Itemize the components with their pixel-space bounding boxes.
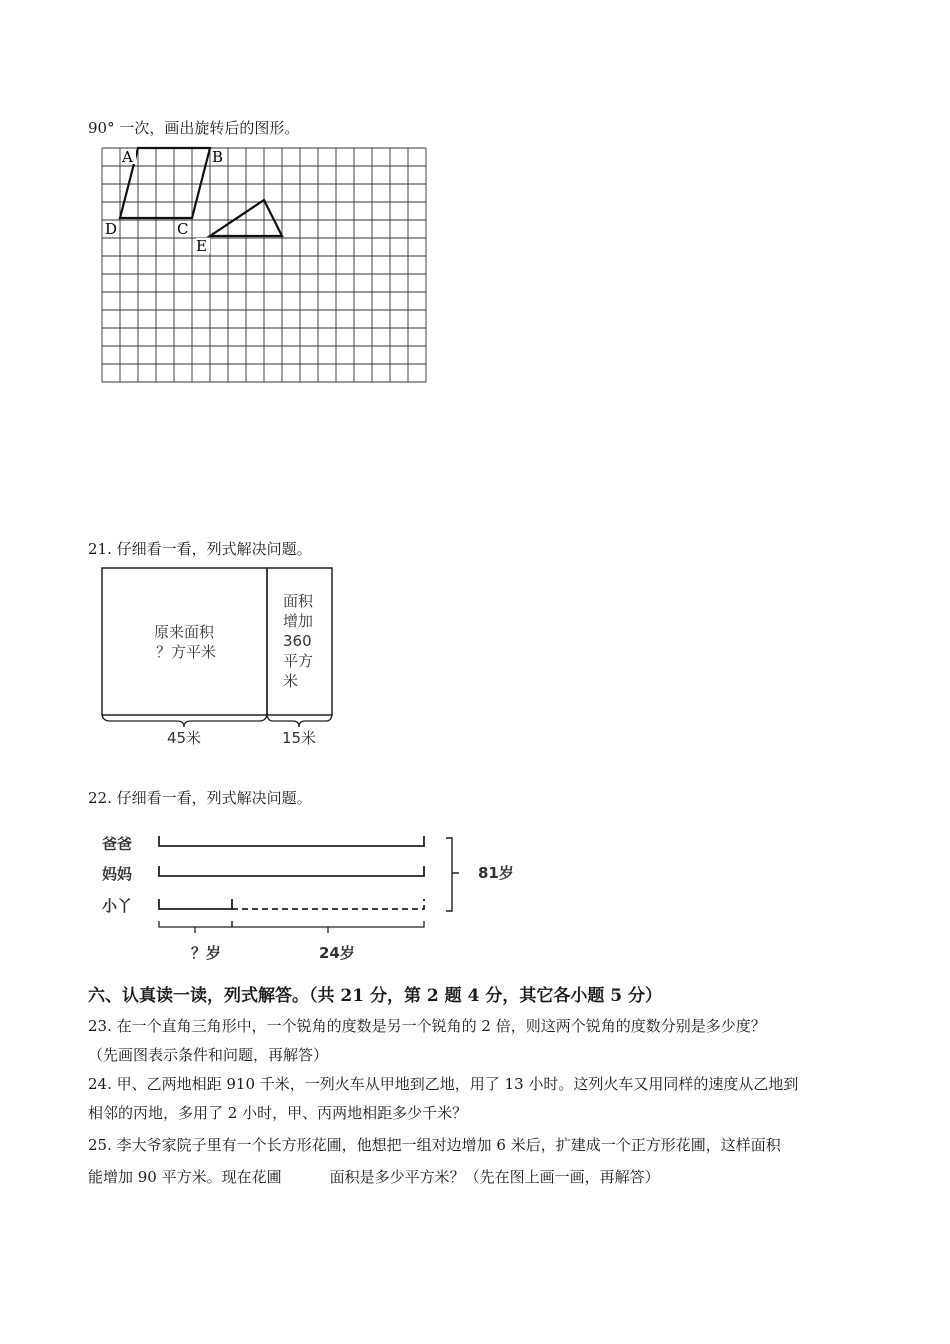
q25-line-2b: 面积是多少平方米？（先在图上画一画，再解答） xyxy=(329,1168,660,1186)
section-6-heading: 六、认真读一读，列式解答。（共 21 分，第 2 题 4 分，其它各小题 5 分） xyxy=(88,986,662,1006)
rotation-grid-figure xyxy=(95,144,435,386)
increase-line-1: 面积 xyxy=(283,592,314,610)
total-brace xyxy=(446,838,459,911)
label-e: E xyxy=(196,237,207,255)
mom-segment xyxy=(159,866,424,876)
width-15-label: 15米 xyxy=(281,729,317,747)
q22-prompt: 22. 仔细看一看，列式解决问题。 xyxy=(88,789,312,807)
q21-prompt: 21. 仔细看一看，列式解决问题。 xyxy=(88,540,312,558)
area-diagram xyxy=(95,563,345,753)
q24-line-2: 相邻的丙地，多用了 2 小时，甲、丙两地相距多少千米？ xyxy=(88,1104,468,1122)
label-c: C xyxy=(177,220,189,238)
row-label-girl: 小丫 xyxy=(102,897,133,915)
total-age-label: 81岁 xyxy=(478,864,514,882)
difference-age-label: 24岁 xyxy=(319,944,355,962)
row-label-mom: 妈妈 xyxy=(102,865,133,883)
increase-line-3: 360 xyxy=(283,632,312,650)
increase-line-5: 米 xyxy=(283,672,299,690)
label-d: D xyxy=(105,220,118,238)
increase-line-2: 增加 xyxy=(283,612,314,630)
q25-line-2 xyxy=(88,1166,660,1187)
q25-line-1: 25. 李大爷家院子里有一个长方形花圃，他想把一组对边增加 6 米后，扩建成一个正方形花圃，这样面积 xyxy=(88,1136,781,1154)
girl-segment xyxy=(159,899,232,909)
original-area-unknown: ？方平米 xyxy=(155,643,217,661)
unknown-age-label: ？岁 xyxy=(191,944,222,962)
brace-unknown xyxy=(159,921,232,933)
difference-dashed-segment xyxy=(232,899,424,909)
q23-line-1: 23. 在一个直角三角形中，一个锐角的度数是另一个锐角的 2 倍，则这两个锐角的度数分别是多少度？ xyxy=(88,1017,766,1035)
label-a: A xyxy=(122,148,133,166)
q20-instruction: 90° 一次，画出旋转后的图形。 xyxy=(88,119,300,137)
original-area-label: 原来面积 xyxy=(153,623,215,641)
width-45-label: 45米 xyxy=(166,729,202,747)
label-b: B xyxy=(212,148,224,166)
increase-line-4: 平方 xyxy=(283,652,314,670)
dad-segment xyxy=(159,836,424,846)
q23-line-2: （先画图表示条件和问题，再解答） xyxy=(88,1046,329,1064)
row-label-dad: 爸爸 xyxy=(102,835,133,853)
q25-line-2a: 能增加 90 平方米。现在花圃 xyxy=(88,1168,282,1186)
brace-24 xyxy=(232,921,424,933)
age-diagram xyxy=(95,825,525,970)
q24-line-1: 24. 甲、乙两地相距 910 千米，一列火车从甲地到乙地，用了 13 小时。这列火车又用同样的速度从乙地到 xyxy=(88,1075,799,1093)
